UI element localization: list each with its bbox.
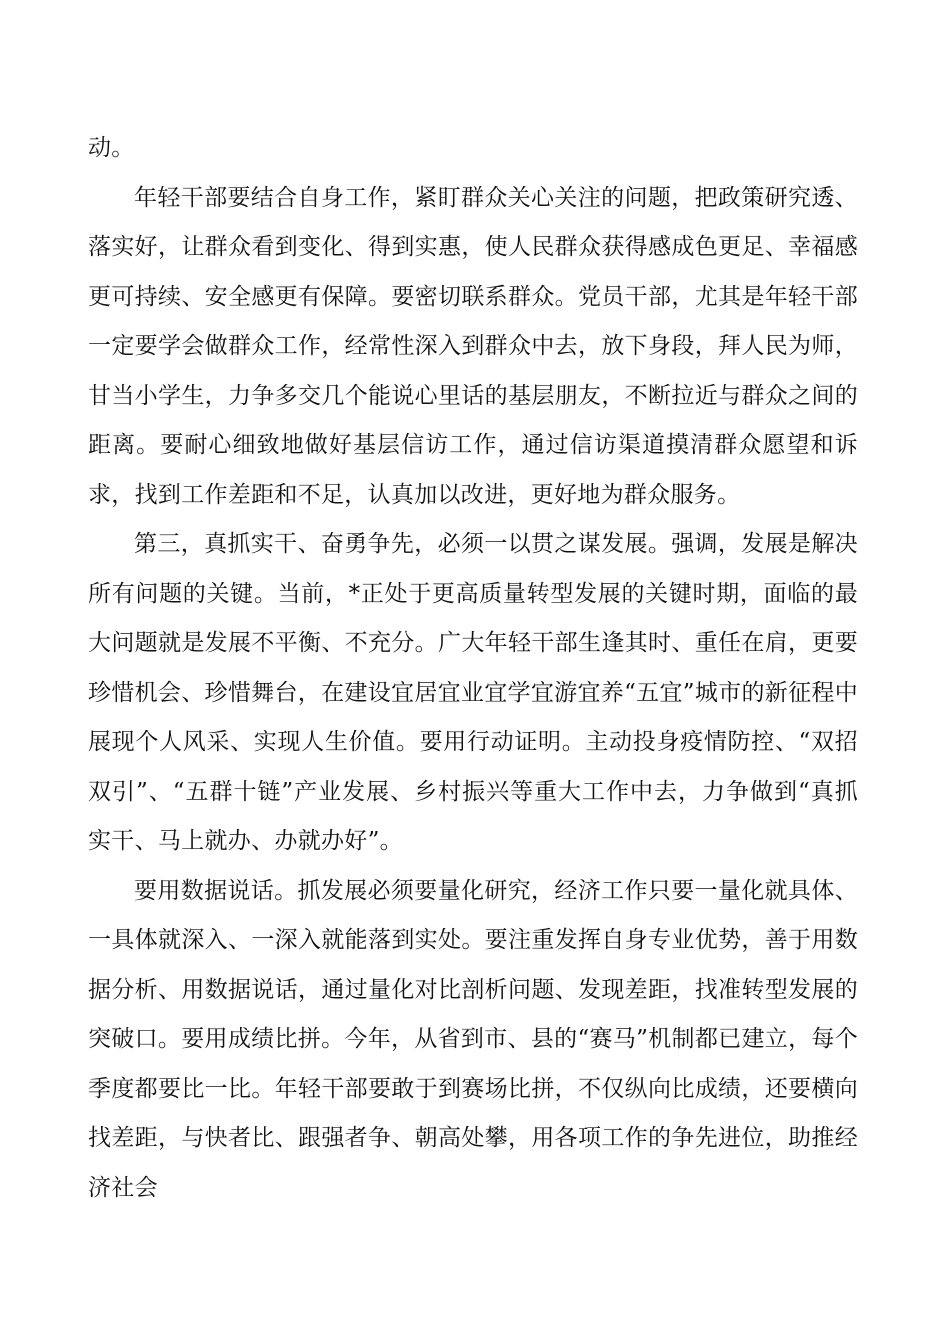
paragraph-grassroots-work: 年轻干部要结合自身工作，紧盯群众关心关注的问题，把政策研究透、落实好，让群众看到变化、得到实惠，使人民群众获得感成色更足、幸福感更可持续、安全感更有保障。要密切联系群众。党员干部，尤其是年轻干部一定要学会做群众工作，经常性深入到群众中去，放下身段，拜人民为师，甘当小学生，力争多交几个能说心里话的基层朋友，不断拉近与群众之间的距离。要耐心细致地做好基层信访工作，通过信访渠道摸清群众愿望和诉求，找到工作差距和不足，认真加以改进，更好地为群众服务。 (88, 184, 858, 508)
document-body (88, 124, 858, 1213)
paragraph-data-speaking: 要用数据说话。抓发展必须要量化研究，经济工作只要一量化就具体、一具体就深入、一深入就能落到实处。要注重发挥自身专业优势，善于用数据分析、用数据说话，通过量化对比剖析问题、发现差距，找准转型发展的突破口。要用成绩比拼。今年，从省到市、县的“赛马”机制都已建立，每个季度都要比一比。年轻干部要敢于到赛场比拼，不仅纵向比成绩，还要横向找差距，与快者比、跟强者争、朝高处攀，用各项工作的争先进位，助推经济社会 (88, 877, 858, 1201)
paragraph-continuation: 动。 (88, 135, 135, 161)
paragraph-development-third: 第三，真抓实干、奋勇争先，必须一以贯之谋发展。强调，发展是解决所有问题的关键。当前，*正处于更高质量转型发展的关键时期，面临的最大问题就是发展不平衡、不充分。广大年轻干部生逢其时、重任在肩，更要珍惜机会、珍惜舞台，在建设宜居宜业宜学宜游宜养“五宜”城市的新征程中展现个人风采、实现人生价值。要用行动证明。主动投身疫情防控、“双招双引”、“五群十链”产业发展、乡村振兴等重大工作中去，力争做到“真抓实干、马上就办、办就办好”。 (88, 531, 858, 854)
